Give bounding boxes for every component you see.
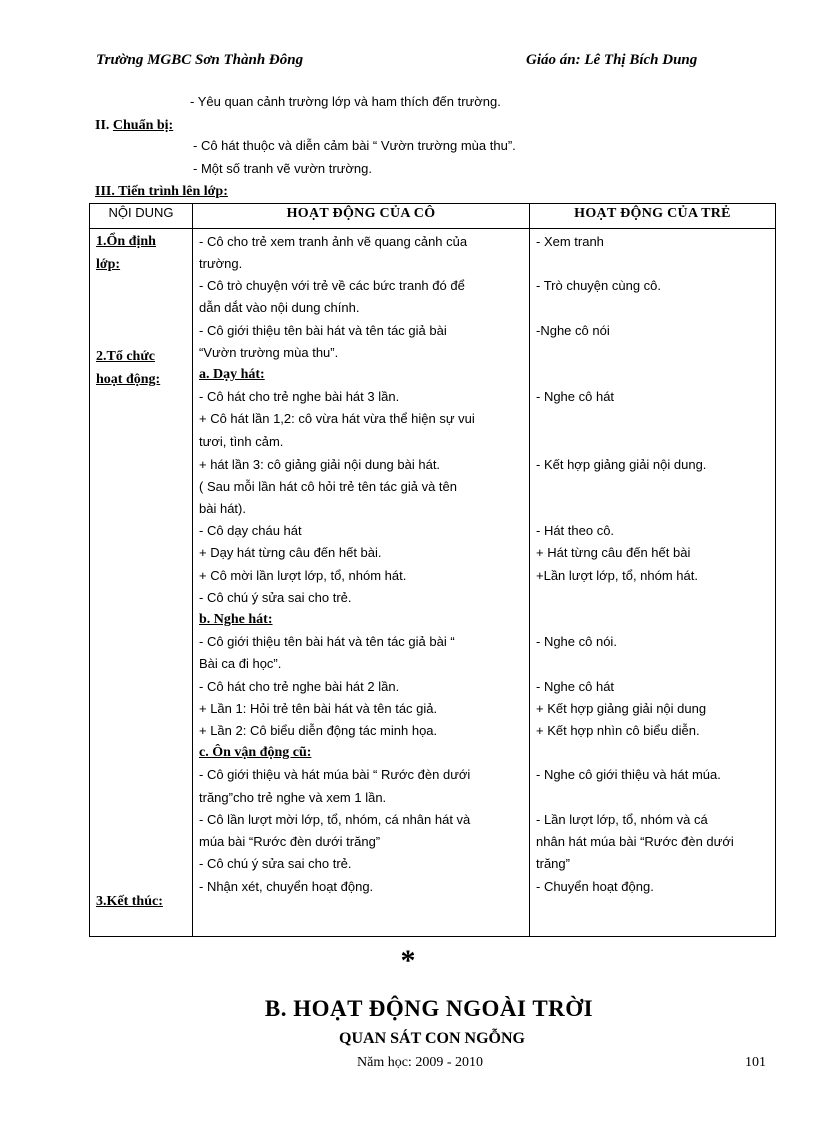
table-header-row [90, 204, 776, 229]
teacher-line: Bài ca đi học”. [199, 656, 282, 671]
teacher-line: - Cô cho trẻ xem tranh ảnh vẽ quang cảnh của [199, 234, 468, 249]
header-author: Giáo án: Lê Thị Bích Dung [526, 52, 698, 68]
child-line: nhân hát múa bài “Rước đèn dưới [536, 834, 734, 849]
teacher-line: + hát lần 3: cô giảng giải nội dung bài hát. [199, 457, 441, 472]
section2-numeral: II. [95, 118, 110, 133]
teacher-line: - Cô hát cho trẻ nghe bài hát 2 lần. [199, 679, 400, 694]
teacher-line: ( Sau mỗi lần hát cô hỏi trẻ tên tác giả và tên [199, 479, 457, 494]
teacher-line: - Cô dạy cháu hát [199, 523, 302, 538]
child-line: -Nghe cô nói [536, 323, 610, 338]
teacher-line: dẫn dắt vào nội dung chính. [199, 300, 360, 315]
teacher-line: - Nhận xét, chuyển hoạt động. [199, 879, 374, 894]
section3-title: III. Tiến trình lên lớp: [95, 184, 228, 199]
child-line: + Hát từng câu đến hết bài [536, 545, 691, 560]
child-line: - Trò chuyện cùng cô. [536, 278, 662, 293]
teacher-column [193, 229, 530, 937]
child-line: - Lần lượt lớp, tổ, nhóm và cá [536, 812, 708, 827]
content-line: 1.Ổn định [96, 234, 156, 249]
child-column [530, 229, 776, 937]
content-line: 3.Kết thúc: [96, 894, 163, 909]
child-line: + Kết hợp nhìn cô biểu diễn. [536, 723, 700, 738]
page-number: 101 [745, 1055, 766, 1070]
child-line: - Nghe cô nói. [536, 634, 617, 649]
footer-title: B. HOẠT ĐỘNG NGOÀI TRỜI [264, 996, 594, 1021]
teacher-line: + Dạy hát từng câu đến hết bài. [199, 545, 382, 560]
content-line: hoạt động: [96, 372, 161, 387]
teacher-line: - Cô trò chuyện với trẻ về các bức tranh đó để [199, 278, 465, 293]
content-column [90, 229, 193, 937]
subheading-b: b. Nghe hát: [199, 612, 273, 627]
teacher-line: + Lần 2: Cô biểu diễn động tác minh họa. [199, 723, 438, 738]
subheading-a: a. Dạy hát: [199, 367, 265, 382]
asterisk-divider: * [400, 944, 416, 977]
teacher-line: + Lần 1: Hỏi trẻ tên bài hát và tên tác giả. [199, 701, 438, 716]
teacher-line: - Cô giới thiệu và hát múa bài “ Rước đèn dưới [199, 767, 471, 782]
header-child: HOẠT ĐỘNG CỦA TRẺ [530, 204, 776, 229]
child-line: trăng” [536, 856, 570, 871]
header-school: Trường MGBC Sơn Thành Đông [96, 52, 304, 68]
child-line: - Chuyển hoạt động. [536, 879, 654, 894]
teacher-line: - Cô chú ý sửa sai cho trẻ. [199, 856, 352, 871]
header-content: NỘI DUNG [90, 204, 193, 229]
teacher-line: + Cô hát lần 1,2: cô vừa hát vừa thể hiện sự vui [199, 411, 475, 426]
teacher-line: - Cô lần lượt mời lớp, tổ, nhóm, cá nhân hát và [199, 812, 471, 827]
teacher-line: bài hát). [199, 501, 246, 516]
child-line: + Kết hợp giảng giải nội dung [536, 701, 707, 716]
content-line: lớp: [96, 257, 121, 272]
child-line: - Nghe cô giới thiệu và hát múa. [536, 767, 721, 782]
teacher-line: trăng”cho trẻ nghe và xem 1 lần. [199, 790, 387, 805]
teacher-line: - Cô chú ý sửa sai cho trẻ. [199, 590, 352, 605]
prep-item-2: - Một số tranh vẽ vườn trường. [193, 161, 372, 176]
table-body-row [90, 229, 776, 937]
teacher-line: trường. [199, 256, 243, 271]
child-line: - Nghe cô hát [536, 679, 615, 694]
child-line: - Hát theo cô. [536, 523, 615, 538]
child-line: - Kết hợp giảng giải nội dung. [536, 457, 707, 472]
section2-title: Chuẩn bị: [112, 118, 174, 133]
section2-heading [95, 118, 173, 134]
child-line: +Lần lượt lớp, tổ, nhóm hát. [536, 568, 698, 583]
teacher-line: “Vườn trường mùa thu”. [199, 345, 339, 360]
intro-line: - Yêu quan cảnh trường lớp và ham thích đến trường. [190, 94, 501, 109]
footer-subtitle: QUAN SÁT CON NGỖNG [339, 1030, 525, 1047]
teacher-line: múa bài “Rước đèn dưới trăng” [199, 834, 381, 849]
teacher-line: tươi, tình cảm. [199, 434, 284, 449]
child-line: - Xem tranh [536, 234, 604, 249]
teacher-line: - Cô giới thiệu tên bài hát và tên tác giả bài “ [199, 634, 455, 649]
content-line: 2.Tổ chức [96, 349, 155, 364]
child-line: - Nghe cô hát [536, 389, 615, 404]
header-teacher: HOẠT ĐỘNG CỦA CÔ [193, 204, 530, 229]
teacher-line: + Cô mời lần lượt lớp, tổ, nhóm hát. [199, 568, 407, 583]
school-year: Năm học: 2009 - 2010 [357, 1055, 483, 1070]
subheading-c: c. Ôn vận động cũ: [199, 745, 312, 760]
lesson-table [89, 203, 776, 937]
teacher-line: - Cô hát cho trẻ nghe bài hát 3 lần. [199, 389, 400, 404]
prep-item-1: - Cô hát thuộc và diễn cảm bài “ Vườn trường mùa thu”. [193, 138, 516, 153]
teacher-line: - Cô giới thiệu tên bài hát và tên tác giả bài [199, 323, 447, 338]
